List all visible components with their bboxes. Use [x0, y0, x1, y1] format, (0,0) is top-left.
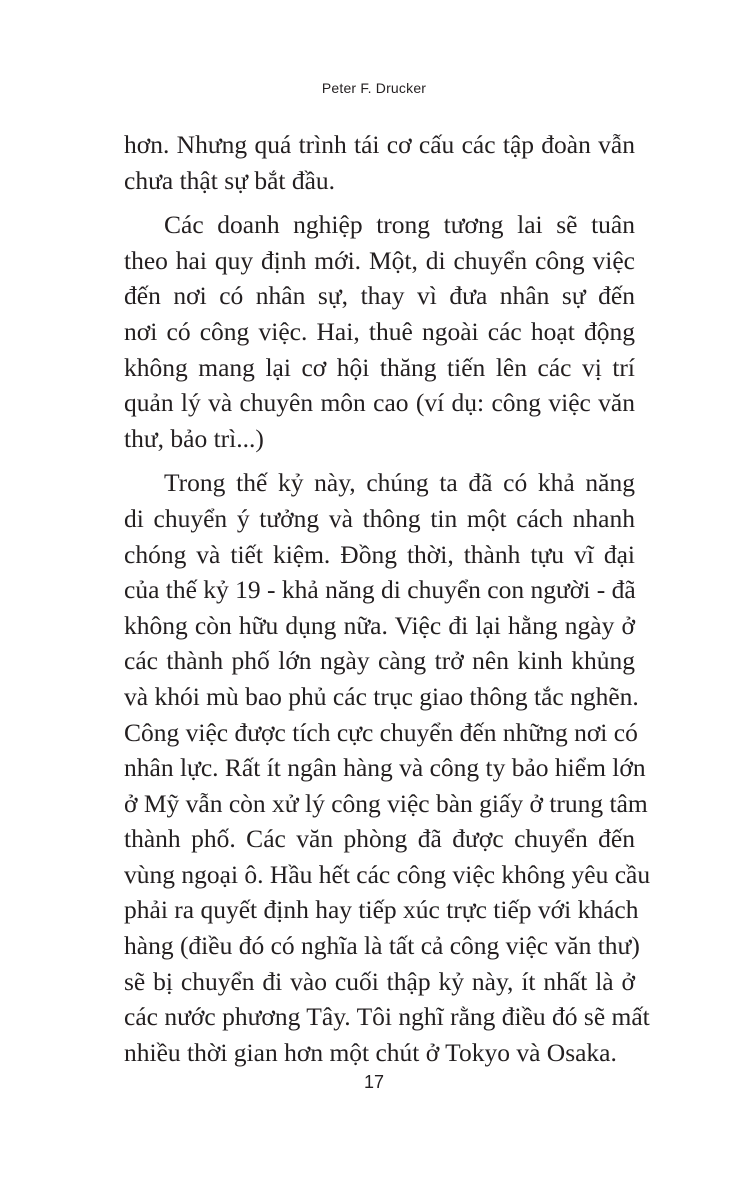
text-line: sẽ bị chuyển đi vào cuối thập kỷ này, ít nhất là ở [124, 966, 635, 996]
text-line: hơn. Nhưng quá trình tái cơ cấu các tập đoàn vẫn [124, 130, 635, 159]
page-number: 17 [363, 1072, 385, 1092]
paragraph [124, 465, 651, 1070]
text-line: nhân lực. Rất ít ngân hàng và công ty bảo hiểm lớn [124, 753, 646, 783]
text-line: các nước phương Tây. Tôi nghĩ rằng điều đó sẽ mất [124, 1002, 650, 1032]
paragraph [124, 127, 635, 198]
text-line: chóng và tiết kiệm. Đồng thời, thành tựu vĩ đại [124, 539, 635, 569]
text-line: đến nơi có nhân sự, thay vì đưa nhân sự đến [124, 281, 635, 311]
text-line: không còn hữu dụng nữa. Việc đi lại hằng ngày ở [124, 610, 635, 640]
text-line: thư, bảo trì...) [124, 423, 264, 453]
text-line: nhiều thời gian hơn một chút ở Tokyo và Osaka. [124, 1037, 617, 1067]
text-line: của thế kỷ 19 - khả năng di chuyển con người - đã [124, 575, 636, 605]
text-line: theo hai quy định mới. Một, di chuyển công việc [124, 245, 635, 275]
paragraph [124, 207, 635, 456]
text-line: ở Mỹ vẫn còn xử lý công việc bàn giấy ở trung tâm [124, 788, 648, 818]
running-header: Peter F. Drucker [321, 80, 427, 96]
text-line: thành phố. Các văn phòng đã được chuyển đến [124, 824, 635, 854]
text-line: các thành phố lớn ngày càng trở nên kinh khủng [124, 646, 635, 676]
text-line: di chuyển ý tưởng và thông tin một cách nhanh [124, 503, 635, 533]
text-line: Trong thế kỷ này, chúng ta đã có khả năng [164, 468, 635, 498]
text-line: vùng ngoại ô. Hầu hết các công việc không yêu cầu [124, 859, 651, 889]
text-line: không mang lại cơ hội thăng tiến lên các vị trí [124, 352, 635, 382]
text-line: phải ra quyết định hay tiếp xúc trực tiếp với khách [124, 895, 639, 925]
text-line: hàng (điều đó có nghĩa là tất cả công việc văn thư) [124, 931, 640, 961]
text-line: chưa thật sự bắt đầu. [124, 165, 336, 195]
text-line: Các doanh nghiệp trong tương lai sẽ tuân [164, 210, 635, 240]
text-line: nơi có công việc. Hai, thuê ngoài các hoạt động [124, 316, 635, 346]
text-line: Công việc được tích cực chuyển đến những nơi có [124, 717, 638, 747]
text-line: và khói mù bao phủ các trục giao thông tắc nghẽn. [124, 681, 639, 711]
text-line: quản lý và chuyên môn cao (ví dụ: công việc văn [124, 388, 635, 418]
body-text [124, 127, 651, 1079]
